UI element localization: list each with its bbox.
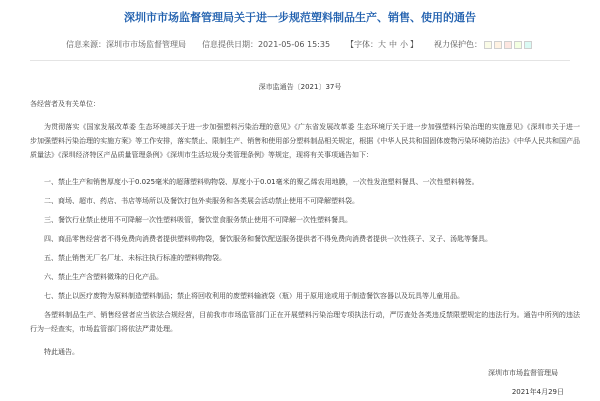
issuer-signature: 深圳市市场监督管理局	[488, 369, 558, 377]
notice-item-7: 七、禁止以医疗废物为原料制造塑料制品；禁止将回收利用的废塑料输液袋（瓶）用于原用途或用于制造餐饮容器以及玩具等儿童用品。	[44, 292, 464, 300]
notice-item-6: 六、禁止生产含塑料微珠的日化产品。	[44, 273, 163, 281]
eye-care-swatch[interactable]	[494, 41, 502, 49]
intro-paragraph: 为贯彻落实《国家发展改革委 生态环境部关于进一步加强塑料污染治理的意见》《广东省发展改革委 生态环境厅关于进一步加强塑料污染治理的实施意见》《深圳市关于进一步加强塑料污染治理的实施方案》等工作安排，落实禁止、限制生产、销售和使用部分塑料制品相关规定，根据《中华人民共和国固体废物污染环境防治法》《中华人民共和国产品质量法》《深圳经济特区产品质量管理条例》《深圳市生活垃圾分类管理条例》等规定，现将有关事项通告如下：	[30, 123, 580, 159]
font-size-switcher	[346, 39, 418, 51]
info-date-label: 信息提供日期：	[201, 40, 258, 49]
article-meta-bar	[0, 39, 600, 51]
info-source	[66, 39, 186, 51]
info-date-value: 2021-05-06 15:35	[257, 40, 331, 49]
header-divider	[30, 60, 570, 61]
issue-date: 2021年4月29日	[511, 388, 564, 396]
page-title: 深圳市市场监督管理局关于进一步规范塑料制品生产、销售、使用的通告	[124, 11, 476, 24]
notice-item-1: 一、禁止生产和销售厚度小于0.025毫米的超薄塑料购物袋、厚度小于0.01毫米的聚乙烯农用地膜，一次性发泡塑料餐具、一次性塑料棉签。	[44, 178, 479, 186]
notice-item-3: 三、餐饮行业禁止使用不可降解一次性塑料吸管，餐饮堂食服务禁止使用不可降解一次性塑料餐具。	[44, 216, 352, 224]
notice-item-2: 二、商场、超市、药店、书店等场所以及餐饮打包外卖服务和各类展会活动禁止使用不可降解塑料袋。	[44, 197, 359, 205]
salutation: 各经营者及有关单位：	[30, 100, 100, 108]
notice-item-5: 五、禁止销售无厂名厂址、未标注执行标准的塑料购物袋。	[44, 254, 226, 262]
closing-paragraph: 各塑料制品生产、销售经营者应当依法合规经营，目前我市市场监管部门正在开展塑料污染治理专项执法行动，严厉查处各类违反禁限塑规定的违法行为。通告中所列的违法行为一经查实，市场监管部门将依法严肃处理。	[30, 311, 580, 333]
eye-care-swatch[interactable]	[514, 41, 522, 49]
font-size-small-link[interactable]: 小	[400, 40, 409, 49]
eye-care-swatch[interactable]	[484, 41, 492, 49]
eye-care-color-picker	[434, 39, 534, 51]
eye-care-label: 视力保护色：	[434, 40, 483, 49]
font-size-close: 】	[410, 40, 419, 49]
document-number: 深市监通告〔2021〕37号	[258, 83, 342, 91]
font-size-label: 【字体：	[346, 40, 379, 49]
eye-care-swatch[interactable]	[524, 41, 532, 49]
info-date	[202, 39, 330, 51]
notice-item-4: 四、商品零售经营者不得免费向消费者提供塑料购物袋，餐饮服务和餐饮配送服务提供者不得免费向消费者提供一次性筷子、叉子、汤匙等餐具。	[44, 235, 492, 243]
info-source-value: 深圳市市场监督管理局	[105, 40, 186, 49]
eye-care-swatches	[484, 41, 534, 49]
font-size-medium-link[interactable]: 中	[389, 40, 398, 49]
notice-body	[30, 80, 580, 399]
font-size-large-link[interactable]: 大	[378, 40, 387, 49]
eye-care-swatch[interactable]	[504, 41, 512, 49]
info-source-label: 信息来源：	[65, 40, 106, 49]
ending-line: 特此通告。	[44, 348, 79, 356]
